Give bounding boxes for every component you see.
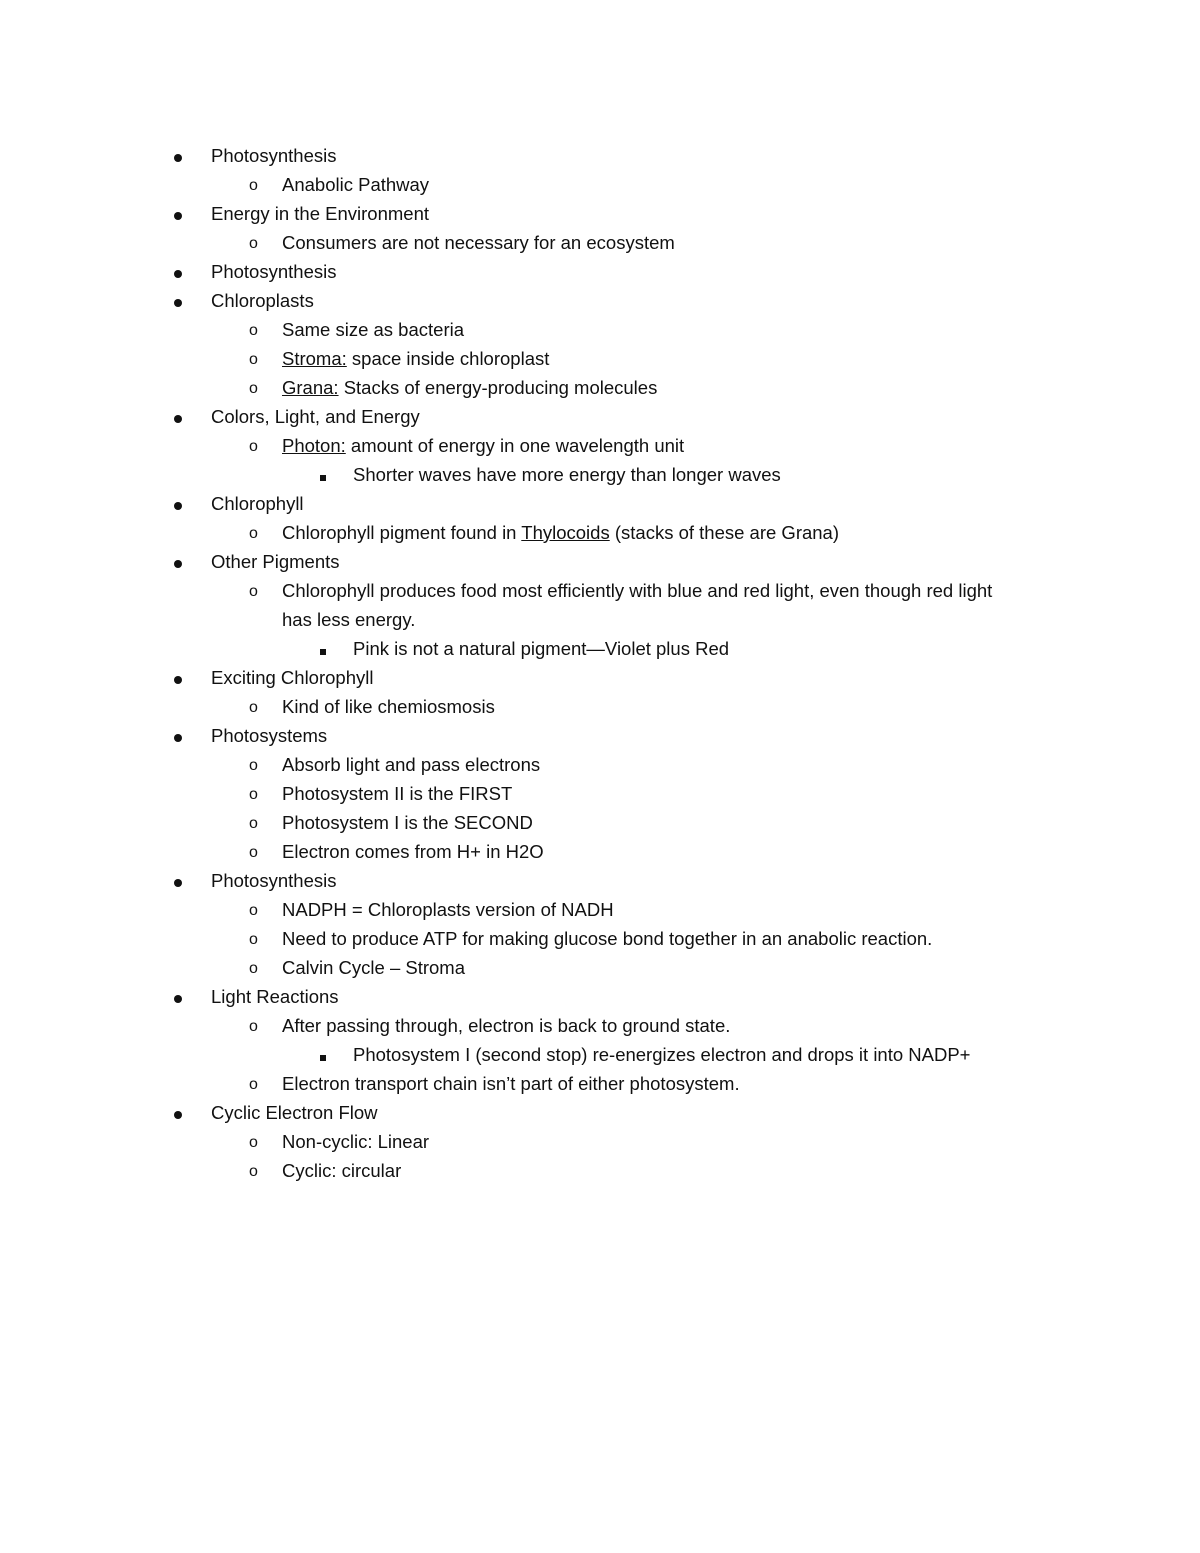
bullet-circle-icon: o [249,351,258,368]
outline-item-text [211,1098,378,1127]
bullet-circle-icon: o [249,177,258,194]
outline-item-level-1 [0,402,1200,431]
text-run: Chlorophyll [211,493,304,514]
text-run: Electron comes from H+ in H2O [282,841,544,862]
outline-item-level-3 [0,634,1200,663]
bullet-circle-icon: o [249,525,258,542]
text-run: Energy in the Environment [211,203,430,224]
bullet-circle-icon: o [249,902,258,919]
outline-item-text [282,315,464,344]
outline-item-text [211,982,339,1011]
underlined-term: Thylocoids [521,522,610,543]
outline-item-text [282,1156,401,1185]
outline-item-text [282,605,415,634]
text-run: Absorb light and pass electrons [282,754,541,775]
outline-item-text [211,141,336,170]
bullet-dot-icon [174,199,182,228]
document-page [0,141,1200,1185]
bullet-dot-icon [174,270,182,278]
outline-item-text [282,518,839,547]
bullet-circle-icon: o [249,931,258,948]
bullet-dot-icon [174,995,182,1003]
outline-item-text [353,1040,970,1069]
text-run: Need to produce ATP for making glucose bond together in an anabolic reaction. [282,928,933,949]
outline-item-level-2 [0,1156,1200,1185]
outline-item-level-2 [0,170,1200,199]
outline-item-level-1 [0,721,1200,750]
outline-item-text [353,460,781,489]
text-run: (stacks of these are Grana) [609,522,840,543]
outline-item-level-2 [0,1011,1200,1040]
outline-item-text [211,286,314,315]
text-run: Chloroplasts [211,290,314,311]
outline-item-text [211,866,336,895]
outline-item-level-2 [0,895,1200,924]
bullet-dot-icon [174,1098,182,1127]
bullet-circle-icon: o [249,699,258,716]
bullet-dot-icon [174,560,182,568]
outline-item-level-2 [0,924,1200,953]
outline-item-level-2 [0,373,1200,402]
bullet-dot-icon [174,212,182,220]
outline-item-text [282,808,533,837]
text-run: Photosynthesis [211,261,337,282]
outline-item-text [282,228,675,257]
outline-item-text [282,1069,740,1098]
text-run: Non-cyclic: Linear [282,1131,430,1152]
text-run: Calvin Cycle – Stroma [282,957,466,978]
text-run: Same size as bacteria [282,319,465,340]
bullet-circle-icon: o [249,1134,258,1151]
outline-item-level-1 [0,1098,1200,1127]
outline-item-level-1 [0,141,1200,170]
text-run: Chlorophyll produces food most efficiently with blue and red light, even though red light [282,580,993,601]
bullet-circle-icon: o [249,1018,258,1035]
text-run: Photosystem II is the FIRST [282,783,513,804]
outline-item-level-2 [0,1127,1200,1156]
outline-item-text [282,779,512,808]
outline-item-text [282,344,549,373]
outline-item-text [282,170,429,199]
outline-item-text [211,547,340,576]
bullet-circle-icon: o [249,844,258,861]
outline-item-text [211,721,327,750]
text-run: Cyclic Electron Flow [211,1102,378,1123]
bullet-dot-icon [174,676,182,684]
outline-item-text [282,1011,730,1040]
outline-item-text [211,199,429,228]
bullet-dot-icon [174,1111,182,1119]
bullet-circle-icon: o [249,438,258,455]
bullet-dot-icon [174,415,182,423]
bullet-dot-icon [174,663,182,692]
text-run: Anabolic Pathway [282,174,430,195]
outline-item-text [211,489,304,518]
bullet-circle-icon: o [249,757,258,774]
bullet-square-icon [320,634,326,663]
outline-item-text [282,576,992,605]
outline-item-level-2 [0,605,1200,634]
outline-item-level-1 [0,547,1200,576]
text-run: Stacks of energy-producing molecules [338,377,658,398]
outline-item-text [282,1127,429,1156]
outline-item-text [211,663,373,692]
bullet-dot-icon [174,547,182,576]
outline-item-level-1 [0,286,1200,315]
text-run: amount of energy in one wavelength unit [345,435,685,456]
bullet-square-icon [320,649,326,655]
text-run: Photosynthesis [211,145,337,166]
outline-item-text [282,924,932,953]
outline-item-level-2 [0,692,1200,721]
bullet-dot-icon [174,734,182,742]
bullet-dot-icon [174,982,182,1011]
bullet-square-icon [320,1040,326,1069]
outline-item-text [282,373,657,402]
outline-item-text [282,837,544,866]
bullet-dot-icon [174,489,182,518]
text-run: Cyclic: circular [282,1160,402,1181]
bullet-square-icon [320,1055,326,1061]
underlined-term: Grana: [282,377,339,398]
text-run: Colors, Light, and Energy [211,406,420,427]
text-run: Light Reactions [211,986,339,1007]
text-run: space inside chloroplast [346,348,550,369]
outline-item-level-1 [0,866,1200,895]
text-run: Photosynthesis [211,870,337,891]
bullet-dot-icon [174,299,182,307]
outline-item-level-1 [0,257,1200,286]
outline-item-level-2 [0,576,1200,605]
text-run: Other Pigments [211,551,340,572]
bullet-circle-icon: o [249,235,258,252]
bullet-dot-icon [174,866,182,895]
bullet-dot-icon [174,257,182,286]
outline-item-text [282,953,465,982]
text-run: Photosystems [211,725,328,746]
text-run: Chlorophyll pigment found in [282,522,522,543]
bullet-circle-icon: o [249,380,258,397]
bullet-square-icon [320,475,326,481]
text-run: Exciting Chlorophyll [211,667,374,688]
outline-item-text [211,257,336,286]
bullet-dot-icon [174,402,182,431]
text-run: Kind of like chemiosmosis [282,696,495,717]
text-run: Electron transport chain isn’t part of either photosystem. [282,1073,740,1094]
bullet-dot-icon [174,154,182,162]
outline-item-level-2 [0,779,1200,808]
bullet-circle-icon: o [249,583,258,600]
outline-item-level-2 [0,1069,1200,1098]
text-run: NADPH = Chloroplasts version of NADH [282,899,614,920]
outline-item-level-1 [0,489,1200,518]
outline-item-text [282,750,540,779]
text-run: has less energy. [282,609,416,630]
bullet-dot-icon [174,721,182,750]
outline-item-level-1 [0,199,1200,228]
outline-item-level-2 [0,315,1200,344]
outline-item-level-2 [0,228,1200,257]
underlined-term: Stroma: [282,348,347,369]
outline-item-level-3 [0,460,1200,489]
outline-item-level-2 [0,344,1200,373]
outline-item-level-1 [0,982,1200,1011]
text-run: After passing through, electron is back to ground state. [282,1015,731,1036]
text-run: Shorter waves have more energy than longer waves [353,464,781,485]
bullet-dot-icon [174,286,182,315]
text-run: Photosystem I is the SECOND [282,812,533,833]
text-run: Pink is not a natural pigment—Violet plus Red [353,638,730,659]
underlined-term: Photon: [282,435,346,456]
text-run: Consumers are not necessary for an ecosystem [282,232,675,253]
text-run: Photosystem I (second stop) re-energizes electron and drops it into NADP+ [353,1044,971,1065]
outline-item-level-2 [0,953,1200,982]
bullet-dot-icon [174,141,182,170]
bullet-circle-icon: o [249,960,258,977]
outline-item-text [282,692,495,721]
outline-item-level-2 [0,808,1200,837]
bullet-circle-icon: o [249,322,258,339]
bullet-circle-icon: o [249,815,258,832]
outline-item-level-2 [0,750,1200,779]
bullet-square-icon [320,460,326,489]
outline-item-text [282,895,614,924]
bullet-circle-icon: o [249,1076,258,1093]
bullet-circle-icon: o [249,1163,258,1180]
outline-item-level-3 [0,1040,1200,1069]
bullet-circle-icon: o [249,786,258,803]
outline-item-level-2 [0,837,1200,866]
outline-item-text [282,431,684,460]
outline-item-level-1 [0,663,1200,692]
outline-item-level-2 [0,431,1200,460]
outline-item-text [211,402,420,431]
outline-item-level-2 [0,518,1200,547]
bullet-dot-icon [174,502,182,510]
outline-item-text [353,634,729,663]
bullet-dot-icon [174,879,182,887]
